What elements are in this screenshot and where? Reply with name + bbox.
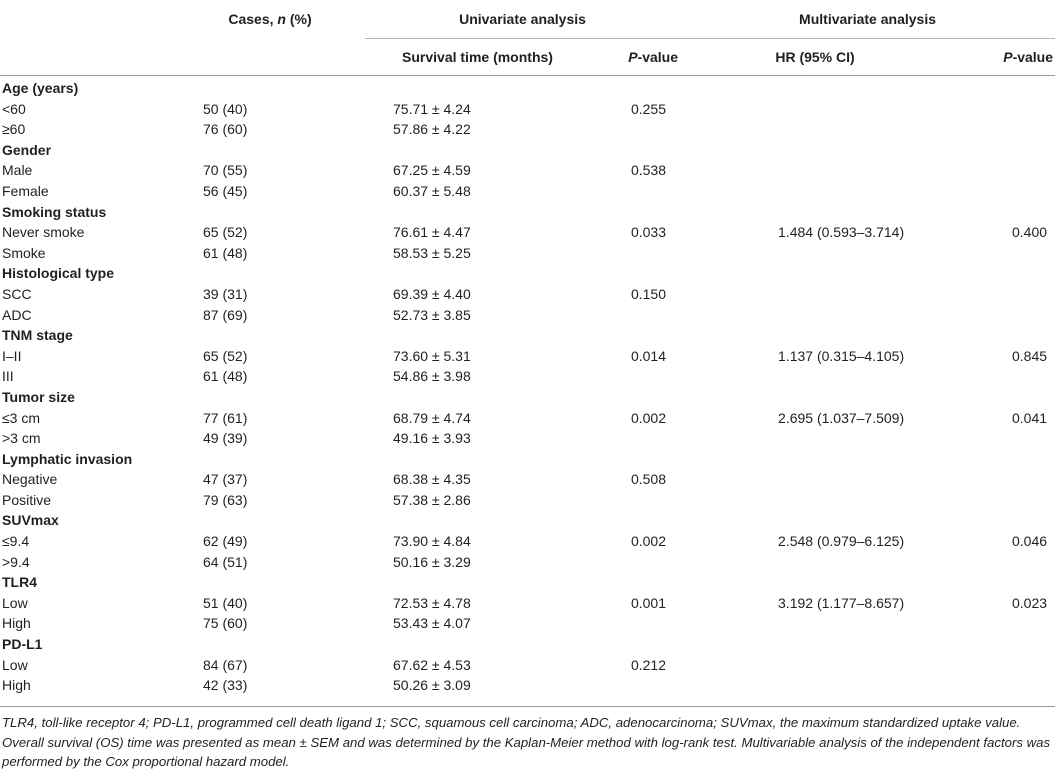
header-univariate: Univariate analysis xyxy=(365,0,680,39)
cell-cases: 77 (61) xyxy=(203,409,248,426)
header-blank-3 xyxy=(175,39,365,76)
table-row xyxy=(0,490,1055,511)
cell-survival: 49.16 ± 3.93 xyxy=(393,430,471,447)
cell-hr: 1.137 (0.315–4.105) xyxy=(778,347,905,364)
category-row xyxy=(0,76,1055,99)
cell-p2: 0.023 xyxy=(1011,594,1048,611)
cell-cases: 47 (37) xyxy=(203,471,248,488)
cell-p xyxy=(590,613,680,634)
cell-hr: 2.548 (0.979–6.125) xyxy=(778,533,905,550)
cell-cases: 70 (55) xyxy=(203,162,248,179)
cell-p2 xyxy=(950,675,1055,696)
cell-label: III xyxy=(2,368,14,385)
cell-hr xyxy=(680,284,950,305)
cell-survival: 73.60 ± 5.31 xyxy=(393,347,471,364)
cell-survival: 75.71 ± 4.24 xyxy=(393,100,471,117)
cell-survival: 76.61 ± 4.47 xyxy=(393,224,471,241)
cell-label: >3 cm xyxy=(2,430,41,447)
header-p-prefix: P xyxy=(628,49,638,65)
table-row xyxy=(0,613,1055,634)
cell-p: 0.538 xyxy=(630,162,667,179)
cell-cases: 76 (60) xyxy=(203,121,248,138)
cell-hr: 2.695 (1.037–7.509) xyxy=(778,409,905,426)
cell-p xyxy=(590,552,680,573)
table-bottom-rule xyxy=(0,706,1055,707)
cell-label: High xyxy=(2,615,31,632)
cell-p2 xyxy=(950,284,1055,305)
cell-p2 xyxy=(950,613,1055,634)
header-p2-prefix: P xyxy=(1003,49,1013,65)
cell-survival: 50.26 ± 3.09 xyxy=(393,677,471,694)
footnote-line-1: TLR4, toll-like receptor 4; PD-L1, programmed cell death ligand 1; SCC, squamous cell carcinoma; ADC, adenocarcinoma; SUVmax, the maximum standardized uptake value. xyxy=(2,715,1021,730)
cell-survival: 67.25 ± 4.59 xyxy=(393,162,471,179)
header-blank xyxy=(0,0,175,39)
cell-label: Positive xyxy=(2,491,52,508)
cell-p2 xyxy=(950,490,1055,511)
header-cases-pct: (%) xyxy=(289,11,312,28)
cell-p: 0.014 xyxy=(630,347,667,364)
table-row xyxy=(0,119,1055,140)
cell-label: <60 xyxy=(2,100,26,117)
cell-hr xyxy=(680,160,950,181)
cell-cases: 50 (40) xyxy=(203,100,248,117)
category-row xyxy=(0,634,1055,655)
cell-label: ADC xyxy=(2,306,32,323)
table-row xyxy=(0,346,1055,367)
category-row xyxy=(0,572,1055,593)
cell-hr xyxy=(680,99,950,120)
header-p-suffix: -value xyxy=(637,49,679,65)
table-row xyxy=(0,552,1055,573)
cell-p: 0.033 xyxy=(630,224,667,241)
cell-hr: 1.484 (0.593–3.714) xyxy=(778,224,905,241)
cell-hr xyxy=(680,613,950,634)
header-p-value-uni xyxy=(590,39,680,76)
cell-p xyxy=(590,675,680,696)
table-row xyxy=(0,181,1055,202)
category-row xyxy=(0,449,1055,470)
table-row xyxy=(0,675,1055,696)
cell-label: I–II xyxy=(2,347,22,364)
cell-label: TLR4 xyxy=(2,574,37,591)
cell-label: Smoke xyxy=(2,244,46,261)
header-p-value-multi xyxy=(950,39,1055,76)
header-row-2 xyxy=(0,39,1055,76)
category-row xyxy=(0,510,1055,531)
table-body xyxy=(0,76,1055,696)
header-cases-label: Cases, xyxy=(228,11,274,28)
cell-p2 xyxy=(950,469,1055,490)
category-row xyxy=(0,387,1055,408)
cell-p xyxy=(590,181,680,202)
cell-label: Low xyxy=(2,656,28,673)
cell-survival: 69.39 ± 4.40 xyxy=(393,285,471,302)
header-blank-2 xyxy=(0,39,175,76)
table-row xyxy=(0,366,1055,387)
cell-survival: 57.38 ± 2.86 xyxy=(393,491,471,508)
cell-label: SUVmax xyxy=(2,512,59,529)
table-row xyxy=(0,243,1055,264)
cell-cases: 84 (67) xyxy=(203,656,248,673)
header-p2-suffix: -value xyxy=(1012,49,1054,65)
cell-hr xyxy=(680,490,950,511)
cell-label: ≤3 cm xyxy=(2,409,41,426)
cell-cases: 42 (33) xyxy=(203,677,248,694)
cell-hr xyxy=(680,675,950,696)
cell-p xyxy=(590,366,680,387)
cell-survival: 57.86 ± 4.22 xyxy=(393,121,471,138)
header-multivariate: Multivariate analysis xyxy=(680,0,1055,39)
cell-label: PD-L1 xyxy=(2,636,43,653)
cell-p2 xyxy=(950,552,1055,573)
table-footnote xyxy=(2,713,1052,772)
cell-survival: 54.86 ± 3.98 xyxy=(393,368,471,385)
header-cases-n: n xyxy=(277,11,286,28)
category-row xyxy=(0,263,1055,284)
header-row-1 xyxy=(0,0,1055,39)
cell-label: >9.4 xyxy=(2,553,30,570)
cell-p2 xyxy=(950,243,1055,264)
header-cases xyxy=(175,0,365,39)
cell-hr xyxy=(680,305,950,326)
cell-p: 0.002 xyxy=(630,533,667,550)
cell-hr xyxy=(680,655,950,676)
cell-label: Lymphatic invasion xyxy=(2,450,133,467)
cell-cases: 49 (39) xyxy=(203,430,248,447)
cell-p xyxy=(590,119,680,140)
cell-hr xyxy=(680,552,950,573)
cell-survival: 68.79 ± 4.74 xyxy=(393,409,471,426)
table-row xyxy=(0,428,1055,449)
cell-cases: 62 (49) xyxy=(203,533,248,550)
cell-label: Never smoke xyxy=(2,224,85,241)
cell-label: SCC xyxy=(2,285,32,302)
category-row xyxy=(0,202,1055,223)
cell-hr xyxy=(680,243,950,264)
cell-survival: 58.53 ± 5.25 xyxy=(393,244,471,261)
cell-cases: 61 (48) xyxy=(203,368,248,385)
footnote-line-3: performed by the Cox proportional hazard model. xyxy=(2,754,290,769)
cell-label: Gender xyxy=(2,141,52,158)
cell-cases: 39 (31) xyxy=(203,285,248,302)
cell-label: Male xyxy=(2,162,33,179)
cell-p2 xyxy=(950,428,1055,449)
cell-label: Low xyxy=(2,594,28,611)
cell-label: High xyxy=(2,677,31,694)
cell-survival: 60.37 ± 5.48 xyxy=(393,182,471,199)
cell-p2: 0.046 xyxy=(1011,533,1048,550)
cell-p2 xyxy=(950,366,1055,387)
cell-survival: 73.90 ± 4.84 xyxy=(393,533,471,550)
table-row xyxy=(0,469,1055,490)
cell-survival: 50.16 ± 3.29 xyxy=(393,553,471,570)
cell-p xyxy=(590,243,680,264)
cell-label: TNM stage xyxy=(2,327,73,344)
cell-survival: 52.73 ± 3.85 xyxy=(393,306,471,323)
cell-p2 xyxy=(950,181,1055,202)
cell-hr xyxy=(680,366,950,387)
table-row xyxy=(0,593,1055,614)
cell-survival: 53.43 ± 4.07 xyxy=(393,615,471,632)
cell-label: ≤9.4 xyxy=(2,533,30,550)
category-row xyxy=(0,140,1055,161)
cell-survival: 67.62 ± 4.53 xyxy=(393,656,471,673)
cell-cases: 75 (60) xyxy=(203,615,248,632)
cell-hr xyxy=(680,181,950,202)
cell-survival: 72.53 ± 4.78 xyxy=(393,594,471,611)
cell-hr: 3.192 (1.177–8.657) xyxy=(778,594,905,611)
cell-p: 0.001 xyxy=(630,594,667,611)
cell-cases: 65 (52) xyxy=(203,347,248,364)
table-row xyxy=(0,305,1055,326)
cell-cases: 61 (48) xyxy=(203,244,248,261)
footnote-line-2: Overall survival (OS) time was presented as mean ± SEM and was determined by the Kaplan-Meier method with log-rank test. Multivariable analysis of the independent factors was xyxy=(2,734,1051,750)
cell-label: ≥60 xyxy=(2,121,26,138)
cell-p2: 0.845 xyxy=(1011,347,1048,364)
cell-p: 0.508 xyxy=(630,471,667,488)
cell-label: Smoking status xyxy=(2,203,107,220)
cell-p2: 0.400 xyxy=(1011,224,1048,241)
table-row xyxy=(0,531,1055,552)
cell-cases: 65 (52) xyxy=(203,224,248,241)
cell-p2 xyxy=(950,119,1055,140)
cell-p xyxy=(590,428,680,449)
cell-label: Histological type xyxy=(2,265,115,282)
cell-cases: 64 (51) xyxy=(203,553,248,570)
cell-p: 0.212 xyxy=(630,656,667,673)
table-row xyxy=(0,222,1055,243)
cell-hr xyxy=(680,428,950,449)
cell-hr xyxy=(680,469,950,490)
cell-p: 0.255 xyxy=(630,100,667,117)
cell-p xyxy=(590,490,680,511)
cell-cases: 56 (45) xyxy=(203,182,248,199)
cell-p2 xyxy=(950,160,1055,181)
cell-label: Negative xyxy=(2,471,58,488)
cell-p2 xyxy=(950,99,1055,120)
table-row xyxy=(0,284,1055,305)
table-row xyxy=(0,160,1055,181)
table-row xyxy=(0,408,1055,429)
cell-cases: 79 (63) xyxy=(203,491,248,508)
cell-cases: 51 (40) xyxy=(203,594,248,611)
cell-cases: 87 (69) xyxy=(203,306,248,323)
cell-p2: 0.041 xyxy=(1011,409,1048,426)
cell-p xyxy=(590,305,680,326)
cell-p: 0.150 xyxy=(630,285,667,302)
header-hr: HR (95% CI) xyxy=(775,49,855,65)
cell-p2 xyxy=(950,305,1055,326)
cell-survival: 68.38 ± 4.35 xyxy=(393,471,471,488)
table-row xyxy=(0,655,1055,676)
cell-label: Female xyxy=(2,182,49,199)
cell-p: 0.002 xyxy=(630,409,667,426)
cell-hr xyxy=(680,119,950,140)
cell-label: Age (years) xyxy=(2,80,79,96)
cell-label: Tumor size xyxy=(2,388,75,405)
header-survival-time: Survival time (months) xyxy=(402,49,553,65)
table-row xyxy=(0,99,1055,120)
cell-p2 xyxy=(950,655,1055,676)
category-row xyxy=(0,325,1055,346)
